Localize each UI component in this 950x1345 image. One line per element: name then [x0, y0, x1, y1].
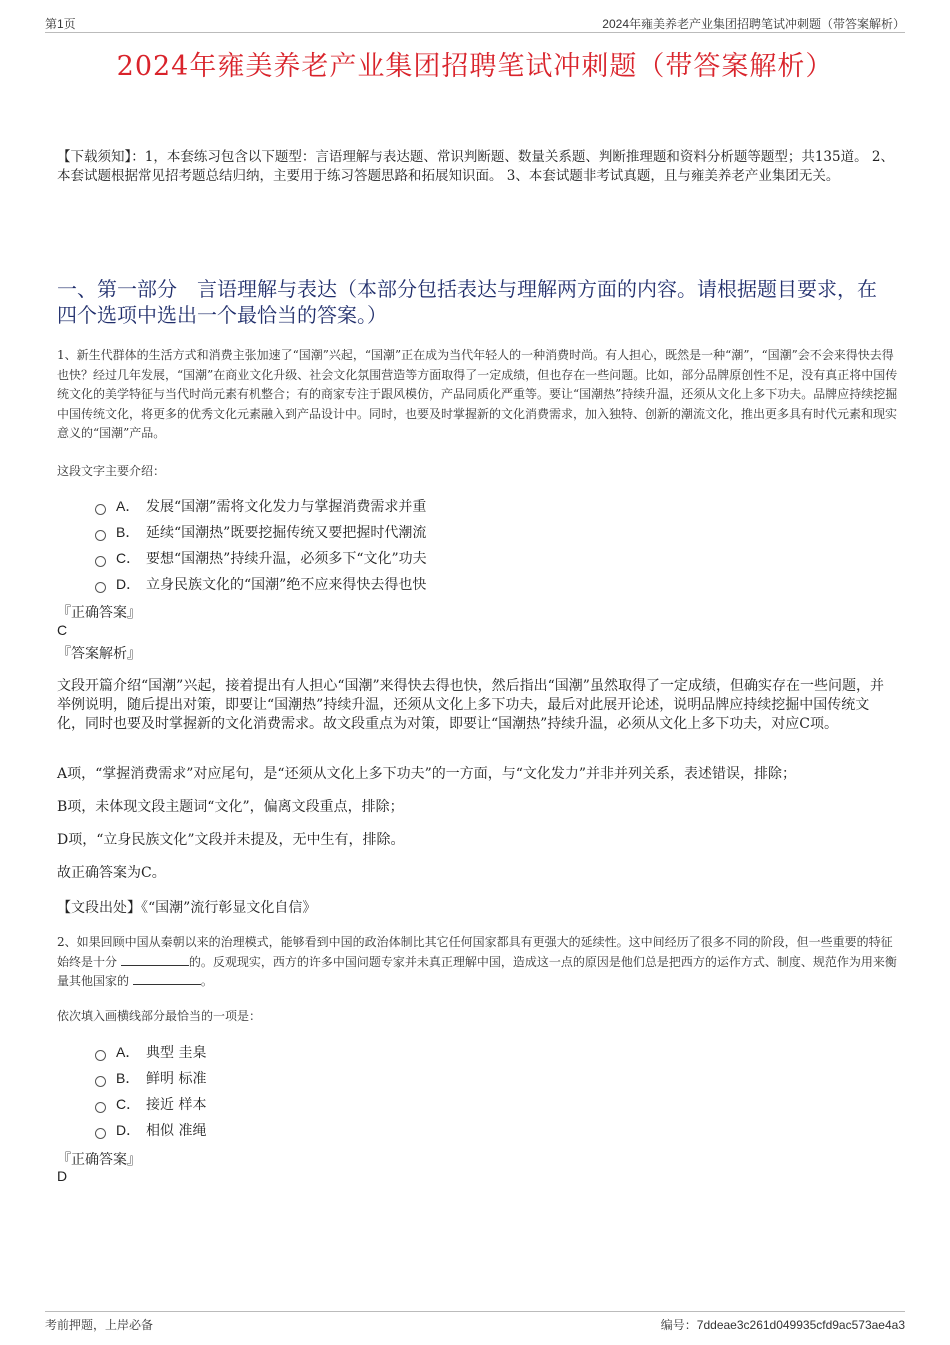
- fill-blank-1[interactable]: [121, 953, 189, 966]
- question-2-text: 2、如果回顾中国从秦朝以来的治理模式，能够看到中国的政治体制比其它任何国家都具有更强大的延续性。这中间经历了很多不同的阶段，但一些重要的特征始终是十分 的。反观现实，西方的许多中国问题专家并未真正理解中国，造成这一点的原因是他们总是把西方的运作方式、制度、规范作为用来衡量其他国家的 。: [57, 935, 897, 988]
- radio-icon[interactable]: [95, 1076, 106, 1087]
- radio-icon[interactable]: [95, 1102, 106, 1113]
- question-2-options: [95, 1039, 206, 1143]
- question-1-analysis: 文段开篇介绍“国潮”兴起，接着提出有人担心“国潮”来得快去得也快，然后指出“国潮”虽然取得了一定成绩，但确实存在一些问题，并举例说明，随后提出对策，即要让“国潮热”持续升温，还须从文化上多下功夫，最后对此展开论述，说明品牌应持续挖掘中国传统文化，同时也要及时掌握新的文化消费需求。故文段重点为对策，即要让“国潮热”持续升温，必须从文化上多下功夫，对应C项。: [57, 678, 884, 732]
- option-c[interactable]: C． 接近 样本: [95, 1091, 206, 1117]
- question-1-analysis-label: 『答案解析』: [57, 646, 141, 662]
- page-footer: [45, 1311, 905, 1332]
- question-1-answer: C: [57, 622, 68, 638]
- radio-icon[interactable]: [95, 504, 106, 515]
- question-1-options: [95, 493, 427, 597]
- question-2-answer: D: [57, 1168, 68, 1184]
- option-d[interactable]: D． 相似 准绳: [95, 1117, 206, 1143]
- question-1-answer-label: 『正确答案』: [57, 605, 141, 621]
- option-c[interactable]: C． 要想“国潮热”持续升温，必须多下“文化”功夫: [95, 545, 427, 571]
- analysis-conclusion: 故正确答案为C。: [57, 865, 166, 881]
- radio-icon[interactable]: [95, 1050, 106, 1061]
- section-title: 一、第一部分 言语理解与表达（本部分包括表达与理解两方面的内容。请根据题目要求，在四个选项中选出一个最恰当的答案。）: [57, 277, 877, 327]
- option-a[interactable]: A． 典型 圭臬: [95, 1039, 206, 1065]
- analysis-option-d: D项，“立身民族文化”文段并未提及，无中生有，排除。: [57, 832, 405, 848]
- footer-doc-id: 编号：7ddeae3c261d049935cfd9ac573ae4a3: [660, 1318, 905, 1332]
- analysis-option-a: A项，“掌握消费需求”对应尾句，是“还须从文化上多下功夫”的一方面，与“文化发力”并非并列关系，表述错误，排除；: [57, 766, 797, 782]
- option-b[interactable]: B． 延续“国潮热”既要挖掘传统又要把握时代潮流: [95, 519, 427, 545]
- option-d[interactable]: D． 立身民族文化的“国潮”绝不应来得快去得也快: [95, 571, 427, 597]
- header-doc-title: 2024年雍美养老产业集团招聘笔试冲刺题（带答案解析）: [602, 17, 905, 31]
- footer-slogan: 考前押题，上岸必备: [45, 1318, 154, 1332]
- question-2-answer-label: 『正确答案』: [57, 1152, 141, 1168]
- question-1-text: 1、新生代群体的生活方式和消费主张加速了“国潮”兴起，“国潮”正在成为当代年轻人的一种消费时尚。有人担心，既然是一种“潮”，“国潮”会不会来得快去得也快？经过几年发展，“国潮”在商业文化升级、社会文化氛围营造等方面取得了一定成绩，但也存在一些问题。比如，部分品牌原创性不足，没有真正将中国传统文化的美学特征与当代时尚元素有机整合；有的商家专注于跟风模仿，产品同质化严重等。要让“国潮热”持续升温，还须从文化上多下功夫。品牌应持续挖掘中国传统文化，将更多的优秀文化元素融入到产品设计中。同时，也要及时掌握新的文化消费需求，加入独特、创新的潮流文化，推出更多具有时代元素和现实意义的“国潮”产品。: [57, 348, 898, 440]
- fill-blank-2[interactable]: [133, 972, 201, 985]
- analysis-option-b: B项，未体现文段主题词“文化”，偏离文段重点，排除；: [57, 799, 404, 815]
- radio-icon[interactable]: [95, 530, 106, 541]
- question-1-source: 【文段出处】《“国潮”流行彰显文化自信》: [57, 900, 317, 916]
- download-notice: 【下载须知】：1，本套练习包含以下题型：言语理解与表达题、常识判断题、数量关系题、判断推理题和资料分析题等题型；共135道。 2、本套试题根据常见招考题总结归纳，主要用于练习答题思路和拓展知识面。 3、本套试题非考试真题，且与雍美养老产业集团无关。: [57, 149, 894, 184]
- page-number: 第1页: [45, 17, 76, 31]
- radio-icon[interactable]: [95, 582, 106, 593]
- option-a[interactable]: A． 发展“国潮”需将文化发力与掌握消费需求并重: [95, 493, 427, 519]
- question-2-prompt: 依次填入画横线部分最恰当的一项是：: [57, 1009, 262, 1023]
- option-b[interactable]: B． 鲜明 标准: [95, 1065, 206, 1091]
- page-title: 2024年雍美养老产业集团招聘笔试冲刺题（带答案解析）: [116, 51, 834, 82]
- radio-icon[interactable]: [95, 556, 106, 567]
- radio-icon[interactable]: [95, 1128, 106, 1139]
- page-header: [45, 12, 905, 33]
- question-1-prompt: 这段文字主要介绍：: [57, 464, 166, 478]
